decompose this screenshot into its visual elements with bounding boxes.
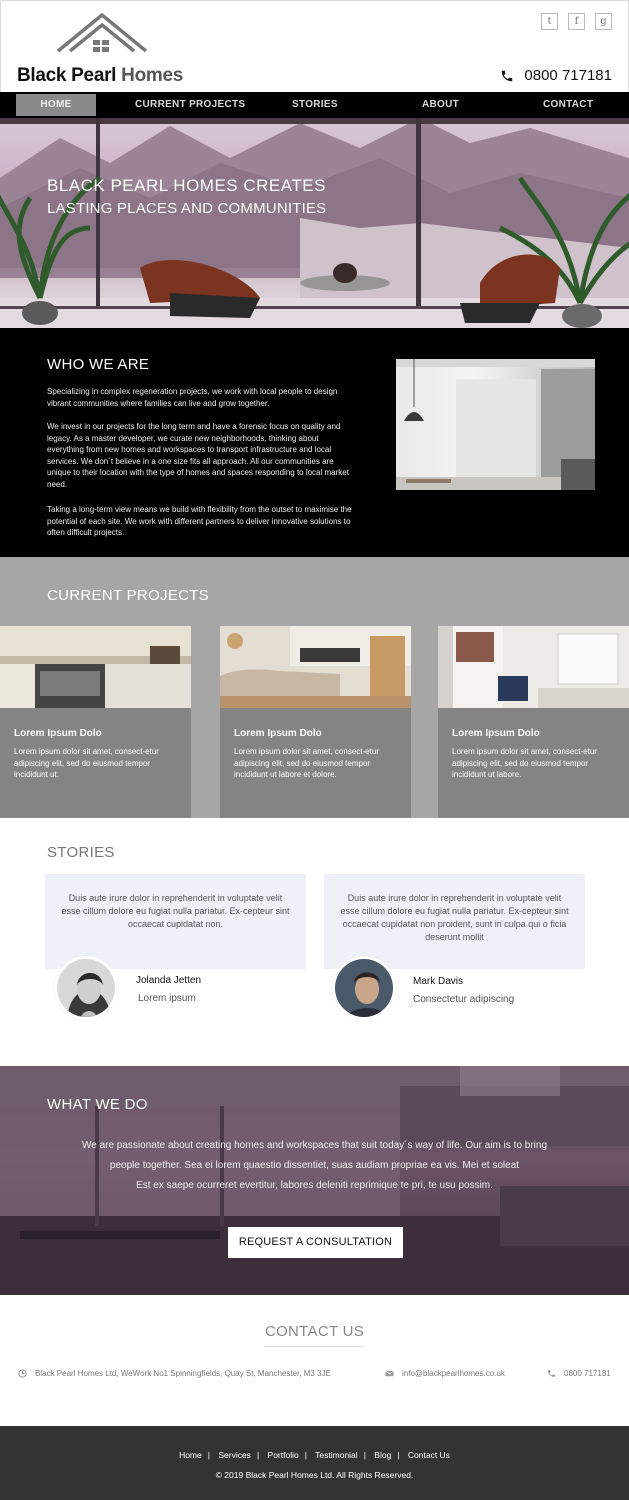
- project-text: Lorem ipsum dolor sit amet, consect-etur adipiscing elit, sed do eiusmod tempor incididunt ut labore et dolore.: [234, 747, 379, 779]
- who-we-are-heading: WHO WE ARE: [47, 356, 150, 373]
- contact-email[interactable]: [385, 1369, 505, 1378]
- footer-nav: [0, 1450, 629, 1460]
- what-we-do-line-1: We are passionate about creating homes and workspaces that suit today´s way of life. Our aim is to bring: [81, 1140, 548, 1151]
- project-card-3[interactable]: [438, 626, 629, 818]
- who-paragraph-3: Taking a long-term view means we build with flexibility from the outset to maximise the potential of each site. We work with different partners to deliver innovative solutions to often difficult projects.: [47, 505, 352, 537]
- nav-stories[interactable]: STORIES: [292, 99, 338, 110]
- brand-name-bold: Black Pearl: [17, 65, 117, 86]
- project-title: Lorem Ipsum Dolo: [452, 728, 540, 739]
- footer-separator: |: [304, 1450, 307, 1460]
- facebook-icon[interactable]: f: [568, 13, 585, 30]
- contact-section: [0, 1295, 629, 1426]
- project-text: Lorem ipsum dolor sit amet, consect-etur adipiscing elit, sed do eiusmod tempor incididunt ut labore.: [452, 747, 597, 779]
- what-we-do-line-3: Est ex saepe ocurreret evertitur, labores deleniti reprimique te pri, te usu possim.: [136, 1180, 493, 1191]
- clock-icon: [18, 1369, 27, 1378]
- project-image-office: [438, 626, 629, 708]
- stories-heading: STORIES: [47, 844, 115, 861]
- who-interior-image: [396, 359, 595, 490]
- twitter-icon[interactable]: t: [541, 13, 558, 30]
- footer-link-contact-us[interactable]: Contact Us: [407, 1450, 450, 1460]
- google-plus-icon[interactable]: g: [595, 13, 612, 30]
- request-consultation-button[interactable]: REQUEST A CONSULTATION: [228, 1227, 403, 1258]
- avatar: [332, 956, 396, 1020]
- projects-heading: CURRENT PROJECTS: [47, 587, 210, 604]
- testimonial-quote-2: [324, 874, 585, 969]
- what-we-do-line-2: people together. Sea ei lorem quaestio dissentiet, suas audiam propriae ea vis. Mei et soleat: [109, 1160, 520, 1171]
- header-phone[interactable]: [500, 67, 612, 84]
- footer-link-testimonial[interactable]: Testimonial: [315, 1450, 358, 1460]
- contact-phone[interactable]: [547, 1369, 611, 1378]
- testimonial-text: Duis aute irure dolor in reprehenderit in voluptate velit esse cillum dolore eu fugiat nulla pariatur. Ex-cepteur sint occaecat cupidatat non.: [61, 893, 290, 929]
- phone-icon: [500, 69, 514, 83]
- project-text: Lorem ipsum dolor sit amet, consect-etur adipiscing elit, sed do eiusmod tempor incididunt ut.: [14, 747, 159, 779]
- what-we-do-section: [0, 1066, 629, 1295]
- site-footer: [0, 1426, 629, 1500]
- hero-subtitle: LASTING PLACES AND COMMUNITIES: [47, 200, 327, 217]
- envelope-icon: [385, 1369, 394, 1378]
- project-image-living-room: [220, 626, 411, 708]
- footer-separator: |: [256, 1450, 260, 1460]
- contact-heading: CONTACT US: [264, 1323, 365, 1340]
- main-nav: [0, 92, 629, 118]
- social-links: [541, 13, 612, 30]
- brand-name[interactable]: [17, 65, 183, 87]
- footer-separator: |: [363, 1450, 366, 1460]
- footer-link-blog[interactable]: Blog: [374, 1450, 392, 1460]
- testimonial-name: Mark Davis: [413, 976, 464, 987]
- house-logo-icon[interactable]: [56, 11, 148, 55]
- nav-current-projects[interactable]: CURRENT PROJECTS: [135, 99, 246, 110]
- stories-section: [0, 818, 629, 1066]
- contact-phone-text: 0800 717181: [564, 1369, 611, 1378]
- copyright: © 2019 Black Pearl Homes Ltd. All Rights Reserved.: [215, 1470, 414, 1480]
- project-title: Lorem Ipsum Dolo: [234, 728, 322, 739]
- what-we-do-text: [40, 1136, 589, 1196]
- footer-link-portfolio[interactable]: Portfolio: [267, 1450, 299, 1460]
- nav-about[interactable]: ABOUT: [422, 99, 460, 110]
- project-title: Lorem Ipsum Dolo: [14, 728, 102, 739]
- nav-home[interactable]: HOME: [16, 94, 96, 116]
- who-paragraph-2: We invest in our projects for the long term and have a forensic focus on quality and legacy. As a master developer, we curate new neighborhoods, thinking about everything from new homes and workspaces to transport infrastructure and local services. We don´t believe in a one size fits all approach. All our communities are unique to their location with the type of homes and spaces responding to local market need.: [47, 422, 349, 489]
- hero-interior-image: [0, 118, 629, 328]
- testimonial-role: Lorem ipsum: [138, 993, 196, 1004]
- site-header: [0, 0, 629, 92]
- project-card-2[interactable]: [220, 626, 411, 818]
- project-card-1[interactable]: [0, 626, 191, 818]
- footer-link-services[interactable]: Services: [218, 1450, 251, 1460]
- project-image-kitchen: [0, 626, 191, 708]
- testimonial-role: Consectetur adipiscing: [413, 994, 515, 1005]
- hero-title: BLACK PEARL HOMES CREATES: [47, 176, 326, 195]
- what-we-do-heading: WHAT WE DO: [47, 1096, 148, 1113]
- contact-email-text: info@blackpearlhomes.co.uk: [402, 1369, 505, 1378]
- brand-name-light: Homes: [121, 65, 184, 86]
- current-projects-section: [0, 557, 629, 818]
- testimonial-quote-1: [45, 874, 306, 969]
- footer-link-home[interactable]: Home: [179, 1450, 202, 1460]
- hero-banner: [0, 118, 629, 328]
- who-paragraph-1: Specializing in complex regeneration projects, we work with local people to design vibrant communities where families can live and grow together.: [47, 387, 338, 408]
- testimonial-name: Jolanda Jetten: [136, 975, 202, 986]
- phone-icon: [547, 1369, 556, 1378]
- contact-divider: [264, 1346, 364, 1347]
- contact-address: [18, 1369, 331, 1378]
- contact-address-text: Black Pearl Homes Ltd, WeWork No1 Spinningfields, Quay St, Manchester, M3 3JE: [35, 1369, 331, 1378]
- who-we-are-section: [0, 328, 629, 557]
- header-phone-number: 0800 717181: [524, 67, 612, 84]
- nav-contact[interactable]: CONTACT: [543, 99, 594, 110]
- avatar: [54, 956, 118, 1020]
- footer-separator: |: [397, 1450, 400, 1460]
- testimonial-text: Duis aute irure dolor in reprehenderit in voluptate velit esse cillum dolore eu fugiat nulla pariatur. Ex-cepteur sint occaecat cupidatat non proident, sunt in culpa qui o ficia deserunt mollit: [340, 893, 569, 942]
- footer-separator: |: [207, 1450, 210, 1460]
